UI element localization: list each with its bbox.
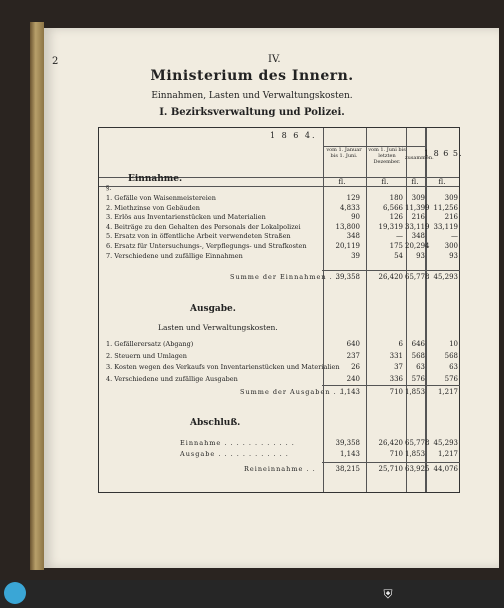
col-header-jan: vom 1. Januar bis 1. Juni. — [326, 147, 362, 159]
sum-value: 63,925 — [405, 465, 430, 473]
row-value: 6 — [398, 340, 403, 348]
row-value: 309 — [444, 194, 458, 202]
footer-bar — [0, 580, 504, 608]
row-label: 1. Gefälle von Waisenmeistereien — [106, 194, 216, 202]
einnahme-title: Einnahme. — [128, 174, 183, 184]
sum-value: 25,710 — [378, 465, 403, 473]
sum-value: 44,076 — [433, 465, 458, 473]
row-label: 5. Ersatz von in öffentliche Arbeit verwendeten Straßen — [106, 232, 291, 241]
row-value: 216 — [411, 213, 425, 222]
row-value: 13,800 — [335, 222, 360, 231]
abschluss-value: 65,778 — [405, 439, 430, 447]
row-label: 7. Verschiedene und zufällige Einnahmen — [106, 251, 243, 260]
row-value: 240 — [346, 374, 360, 383]
sum-value: 1,143 — [339, 388, 360, 396]
section-heading: I. Bezirksverwaltung und Polizei. — [159, 107, 345, 118]
sum-label: Summe der Ausgaben . . — [240, 388, 343, 396]
row-value: 20,119 — [335, 242, 360, 250]
col-header-jun: vom 1. Juni bis letzten Dezember. — [368, 147, 406, 165]
row-label: 1. Gefällerersatz (Abgang) — [106, 340, 194, 348]
row-label: 3. Kosten wegen des Verkaufs von Inventarienstücken und Materialien — [106, 363, 340, 371]
row-value: 576 — [444, 374, 458, 383]
row-value: 93 — [416, 251, 425, 260]
row-value: 63 — [449, 363, 458, 371]
row-value: 20,294 — [405, 242, 430, 250]
abschluss-label: Einnahme . . . . . . . . . . . . — [180, 439, 295, 447]
sum-rule — [322, 385, 460, 386]
year-header: 1 8 6 4. — [270, 131, 317, 140]
row-value: 33,119 — [433, 222, 458, 231]
row-value: 4,833 — [339, 203, 360, 212]
page-title: Ministerium des Innern. — [150, 68, 354, 84]
ausgabe-title: Ausgabe. — [190, 304, 236, 314]
row-value: 6,566 — [382, 203, 403, 212]
sum-value: 1,217 — [437, 388, 458, 396]
row-value: 63 — [416, 363, 425, 371]
row-value: 568 — [444, 351, 458, 360]
row-value: 93 — [449, 251, 458, 260]
unit: fl. — [381, 178, 389, 186]
abschluss-title: Abschluß. — [190, 418, 241, 428]
row-label: 6. Ersatz für Untersuchungs-, Verpflegungs- und Strafkosten — [106, 242, 307, 250]
row-value: 11,256 — [433, 203, 458, 212]
abschluss-value: 1,853 — [405, 450, 426, 458]
row-value: 568 — [411, 351, 425, 360]
book-spine — [30, 22, 44, 570]
row-label: 4. Verschiedene und zufällige Ausgaben — [106, 374, 238, 383]
row-label: 4. Beiträge zu den Gehalten des Personals der Lokalpolizei — [106, 222, 301, 231]
sum-rule — [322, 462, 460, 463]
page-number: 2 — [52, 56, 59, 67]
row-value: 331 — [389, 351, 403, 360]
row-value: 640 — [346, 340, 360, 348]
abschluss-value: 45,293 — [433, 439, 458, 447]
sum-value: 45,293 — [433, 273, 458, 281]
row-value: — — [396, 232, 403, 241]
sum-value: 1,853 — [405, 388, 426, 396]
sum-value: 39,358 — [335, 273, 360, 281]
sum-value: 26,420 — [378, 273, 403, 281]
abschluss-value: 1,143 — [339, 450, 360, 458]
row-label: 3. Erlös aus Inventarienstücken und Materialien — [106, 213, 266, 222]
row-value: 129 — [346, 194, 360, 202]
unit: fl. — [411, 178, 419, 186]
row-value: 216 — [444, 213, 458, 222]
blb-logo[interactable] — [4, 582, 26, 604]
ausgabe-subtitle: Lasten und Verwaltungskosten. — [158, 323, 278, 332]
row-value: 309 — [411, 194, 425, 202]
abschluss-value: 710 — [389, 450, 403, 458]
row-value: 33,119 — [405, 222, 430, 231]
sum-rule — [322, 270, 460, 271]
row-value: 26 — [351, 363, 360, 371]
sum-label: Reineinnahme . . — [244, 465, 316, 473]
row-value: 39 — [351, 251, 360, 260]
row-value: 336 — [389, 374, 403, 383]
row-value: 19,319 — [378, 222, 403, 231]
row-value: 300 — [444, 242, 458, 250]
row-value: 237 — [346, 351, 360, 360]
row-value: — — [451, 232, 458, 241]
row-value: 90 — [351, 213, 360, 222]
row-value: 37 — [394, 363, 403, 371]
row-value: 175 — [389, 242, 403, 250]
abschluss-value: 26,420 — [378, 439, 403, 447]
row-value: 348 — [346, 232, 360, 241]
col-header-total: zusammen. — [405, 155, 434, 161]
row-divider — [99, 186, 459, 187]
row-value: 576 — [411, 374, 425, 383]
section-number: IV. — [268, 54, 281, 65]
abschluss-value: 1,217 — [437, 450, 458, 458]
abschluss-value: 39,358 — [335, 439, 360, 447]
row-value: 646 — [411, 340, 425, 348]
row-value: 11,399 — [405, 203, 430, 212]
page-subtitle: Einnahmen, Lasten und Verwaltungskosten. — [151, 91, 353, 101]
unit: fl. — [338, 178, 346, 186]
row-label: 2. Steuern und Umlagen — [106, 351, 187, 360]
row-value: 348 — [411, 232, 425, 241]
row-label: 2. Miethzinse von Gebäuden — [106, 203, 200, 212]
row-value: 10 — [449, 340, 458, 348]
row-value: 126 — [389, 213, 403, 222]
paragraph-sign: §. — [106, 184, 112, 192]
coat-of-arms-icon: ⛨ — [383, 587, 393, 601]
sum-value: 710 — [389, 388, 403, 396]
sum-value: 65,778 — [405, 273, 430, 281]
row-value: 54 — [394, 251, 403, 260]
unit: fl. — [438, 178, 446, 186]
sum-label: Summe der Einnahmen . . — [230, 273, 339, 281]
sum-value: 38,215 — [335, 465, 360, 473]
abschluss-label: Ausgabe . . . . . . . . . . . . — [180, 450, 289, 458]
row-value: 180 — [389, 194, 403, 202]
year-header-1865: 1 8 6 5. — [424, 149, 463, 158]
